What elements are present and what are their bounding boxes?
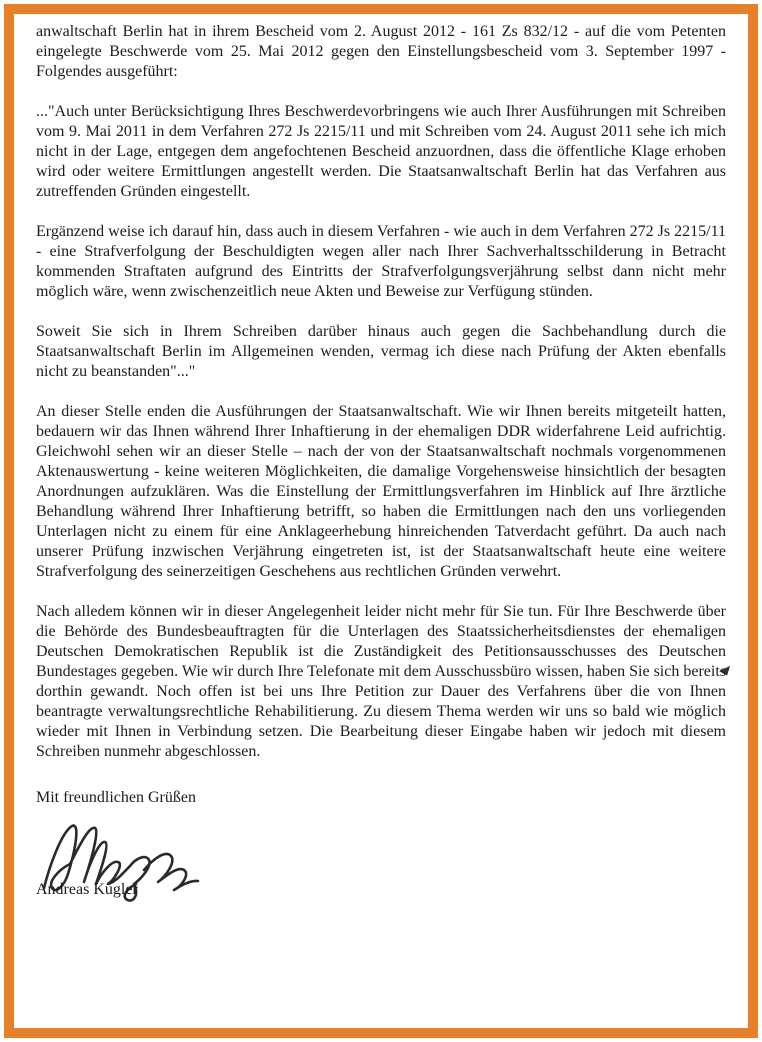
- paragraph-quote-3: Soweit Sie sich in Ihrem Schreiben darüber hinaus auch gegen die Sachbehandlung durch die Staatsanwaltschaft Berlin im Allgemeinen wenden, vermag ich diese nach Prüfung der Akten ebenfalls nicht zu beanstanden"...": [36, 323, 726, 380]
- paragraph-quote-2: Ergänzend weise ich darauf hin, dass auch in diesem Verfahren - wie auch in dem Verfahren 272 Js 2215/11 - eine Strafverfolgung der Beschuldigten wegen aller nach Ihrer Sachverhaltsschilderung in Betracht kommenden Straftaten aufgrund des Eintritts der Strafverfolgungsverjährung selbst dann nicht mehr möglich wäre, wenn zwischenzeitlich neue Akten und Beweise zur Verfügung stünden.: [36, 223, 726, 300]
- paragraph-assessment: An dieser Stelle enden die Ausführungen der Staatsanwaltschaft. Wie wir Ihnen bereits mitgeteilt hatten, bedauern wir das Ihnen während Ihrer Inhaftierung in der ehemaligen DDR widerfahrene Leid aufrichtig. Gleichwohl sehen wir an dieser Stelle – nach der von der Staatsanwaltschaft nochmals vorgenommenen Aktenauswertung - keine weiteren Möglichkeiten, die damalige Vorgehensweise hinsichtlich der besagten Anordnungen aufzuklären. Was die Einstellung der Ermittlungsverfahren im Hinblick auf Ihre ärztliche Behandlung während Ihrer Inhaftierung betrifft, so haben die Ermittlungen nach den uns vorliegenden Unterlagen nicht zu einem für eine Anklageerhebung hinreichenden Tatverdacht geführt. Da auch nach unserer Prüfung inzwischen Verjährung eingetreten ist, ist der Staatsanwaltschaft heute eine weitere Strafverfolgung des seinerzeitigen Geschehens aus rechtlichen Gründen verwehrt.: [36, 403, 726, 580]
- paragraph-continuation: anwaltschaft Berlin hat in ihrem Bescheid vom 2. August 2012 - 161 Zs 832/12 - auf die vom Petenten eingelegte Beschwerde vom 25. Mai 2012 gegen den Einstellungsbescheid vom 3. September 1997 - Folgendes ausgeführt:: [36, 23, 726, 80]
- letter-body: [14, 14, 748, 1028]
- signer-name: Andreas Kugler: [36, 881, 138, 898]
- paragraph-conclusion: Nach alledem können wir in dieser Angelegenheit leider nicht mehr für Sie tun. Für Ihre Beschwerde über die Behörde des Bundesbeauftragten für die Unterlagen des Staatssicherheitsdienstes der ehemaligen Deutschen Demokratischen Republik ist die Zuständigkeit des Petitionsausschusses des Deutschen Bundestages gegeben. Wie wir durch Ihre Telefonate mit dem Ausschussbüro wissen, haben Sie sich bereits dorthin gewandt. Noch offen ist bei uns Ihre Petition zur Dauer des Verfahrens über die von Ihnen beantragte verwaltungsrechtliche Rehabilitierung. Zu diesem Thema werden wir uns so bald wie möglich wieder mit Ihnen in Verbindung setzen. Die Bearbeitung dieser Eingabe haben wir jedoch mit diesem Schreiben nunmehr abgeschlossen.: [36, 603, 726, 760]
- signature-block: [36, 812, 726, 908]
- paragraph-quote-1: ..."Auch unter Berücksichtigung Ihres Beschwerdevorbringens wie auch Ihrer Ausführungen mit Schreiben vom 9. Mai 2011 in dem Verfahren 272 Js 2215/11 und mit Schreiben vom 24. August 2011 sehe ich mich nicht in der Lage, entgegen dem angefochtenen Bescheid anzuordnen, dass die öffentliche Klage erhoben wird oder weitere Ermittlungen angestellt werden. Die Staatsanwaltschaft Berlin hat das Verfahren aus zutreffenden Gründen eingestellt.: [36, 103, 726, 200]
- closing-salutation: Mit freundlichen Grüßen: [36, 789, 196, 806]
